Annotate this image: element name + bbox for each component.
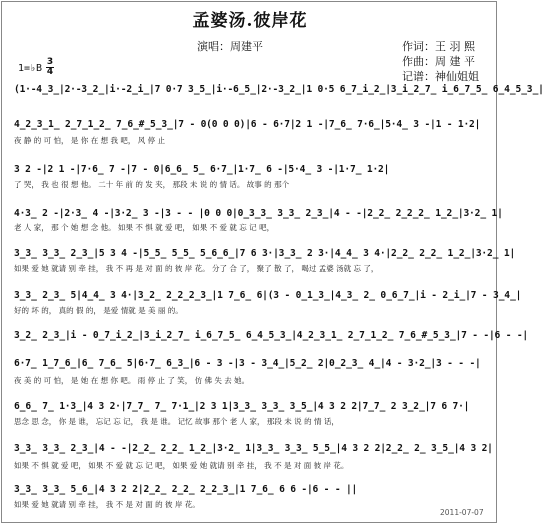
composer-credit: 作曲：周 建 平: [402, 55, 475, 68]
time-signature: [46, 58, 54, 77]
score-line-8-lyrics: 夜 美 的 可 怕， 是 她 在 想 你 吧。 雨 停 止 了 笑， 仿 佛 失 去 她。: [14, 376, 250, 385]
score-line-3-lyrics: 了 哭， 我 也 很 想 他。 二十 年 前 的 发 夹， 那段 未 说 的 情 话。 故事 的 那个: [14, 180, 290, 189]
score-line-2-notes: 4̲2̲3̲1̲ 2̲7̲1̲2̲ 7̲6̲#̲5̲3̲|7 - 0(0 0 0)|6 - 6·7|2 1 -|7̲6̲ 7·6̲|5·4̲ 3 -|1 - 1·2|: [14, 119, 481, 130]
score-line-7-lyrics: [14, 346, 486, 356]
score-line-9-lyrics: 思念 思 念， 你 是 谁， 忘记 忘 记， 我 是 谁。 记忆 故事 那个 老 人 家， 那段 未 说 的 情 话，: [14, 417, 339, 426]
score-line-9-notes: 6̲6̲ 7̲ 1·3̲|4 3 2·|7̲7̲ 7̲ 7·1̲|2 3 1|3̲3̲ 3̲3̲ 3̲5̲|4 3 2 2|7̲7̲ 2 3̲2̲|7 6 7·|: [14, 401, 470, 412]
score-line-3-notes: 3 2 -|2 1 -|7·6̲ 7 -|7 - 0|6̲6̲ 5̲ 6·7̲|1·7̲ 6 -|5·4̲ 3 -|1·7̲ 1·2|: [14, 164, 390, 175]
score-line-6-notes: 3̲3̲ 2̲3̲ 5|4̲4̲ 3 4·|3̲2̲ 2̲2̲2̲3̲|1 7̲6̲ 6|(3 - 0̲1̲3̲|4̲3̲ 2̲ 0̲6̲7̲|i - 2̲i̲|7 - 3̲4̲|: [14, 290, 522, 301]
score-line-10-lyrics: 如果 不 惧 就 爱 吧， 如果 不 爱 就 忘 记 吧， 如果 爱 她 就请 别 牵 挂， 我 不 是 对 面 彼 岸 花。: [14, 461, 349, 470]
score-line-6-lyrics: 好的 坏 的， 真的 假 的， 是爱 情就 是 美 丽 的。: [14, 306, 183, 315]
key-signature: 1=♭B: [18, 63, 43, 74]
score-line-7-notes: 3̲2̲ 2̲3̲|i - 0̲7̲i̲2̲|3̲i̲2̲7̲ i̲6̲7̲5̲ 6̲4̲5̲3̲|4̲2̲3̲1̲ 2̲7̲1̲2̲ 7̲6̲#̲5̲3̲|7 - -|6 - -|: [14, 330, 529, 341]
meter-bar: 4: [46, 67, 54, 77]
meter-top: 3: [46, 57, 54, 67]
lyricist-credit: 作词：王 羽 熙: [402, 40, 475, 53]
transcriber-credit: 记谱：神仙姐姐: [402, 70, 479, 83]
score-line-8-notes: 6·7̲ 1̲7̲6̲|6̲ 7̲6̲ 5|6·7̲ 6̲3̲|6 - 3 -|3 - 3̲4̲|5̲2̲ 2|0̲2̲3̲ 4̲|4 - 3·2̲|3 - - -|: [14, 358, 481, 369]
transcription-date: 2011-07-07: [440, 508, 484, 517]
score-line-2-lyrics: 夜 静 的 可 怕， 是 你 在 想 我 吧， 风 停 止: [14, 136, 165, 145]
song-title: 孟婆汤.彼岸花: [192, 11, 308, 31]
score-line-1-lyrics: [14, 99, 486, 109]
score-line-5-notes: 3̲3̲ 3̲3̲ 2̲3̲|5 3 4 -|5̲5̲ 5̲5̲ 5̲6̲6̲|7 6 3·|3̲3̲ 2 3·|4̲4̲ 3 4·|2̲2̲ 2̲2̲ 1̲2̲|3·2̲ 1|: [14, 248, 516, 259]
score-line-5-lyrics: 如果 爱 她 就请 别 牵 挂， 我 不 再 是 对 面 的 彼 岸 花。 分了 合 了， 聚了 散 了， 喝过 孟婆 汤就 忘 了，: [14, 264, 379, 273]
score-line-4-lyrics: 老 人 家， 那 个 她 想 念 他。 如果 不 惧 就 爱 吧， 如果 不 爱 就 忘 记 吧，: [14, 223, 275, 232]
singer-credit: 演唱：周建平: [197, 40, 263, 53]
score-line-11-lyrics: 如果 爱 她 就请 别 牵 挂， 我 不 是 对 面 的 彼 岸 花。: [14, 500, 200, 509]
score-line-11-notes: 3̲3̲ 3̲3̲ 5̲6̲|4 3 2 2|2̲2̲ 2̲2̲ 2̲2̲3̲|1 7̲6̲ 6 6 -|6 - - ||: [14, 484, 358, 495]
score-line-1-notes: (1·-4̲3̲|2·-3̲2̲|i·-2̲i̲|7 0·7 3̲5̲|i·-6̲5̲|2·-3̲2̲|1 0·5 6̲7̲i̲2̲|3̲i̲2̲7̲ i̲6̲7̲5̲ 6̲4̲5̲3̲|: [14, 84, 544, 95]
score-line-10-notes: 3̲3̲ 3̲3̲ 2̲3̲|4 - -|2̲2̲ 2̲2̲ 1̲2̲|3·2̲ 1|3̲3̲ 3̲3̲ 5̲5̲|4 3 2 2|2̲2̲ 2̲ 3̲5̲|4 3 2|: [14, 443, 493, 454]
score-line-4-notes: 4·3̲ 2 -|2·3̲ 4 -|3·2̲ 3 -|3 - - |0 0 0|0̲3̲3̲ 3̲3̲ 2̲3̲|4 - -|2̲2̲ 2̲2̲2̲ 1̲2̲|3·2̲ 1|: [14, 208, 503, 219]
